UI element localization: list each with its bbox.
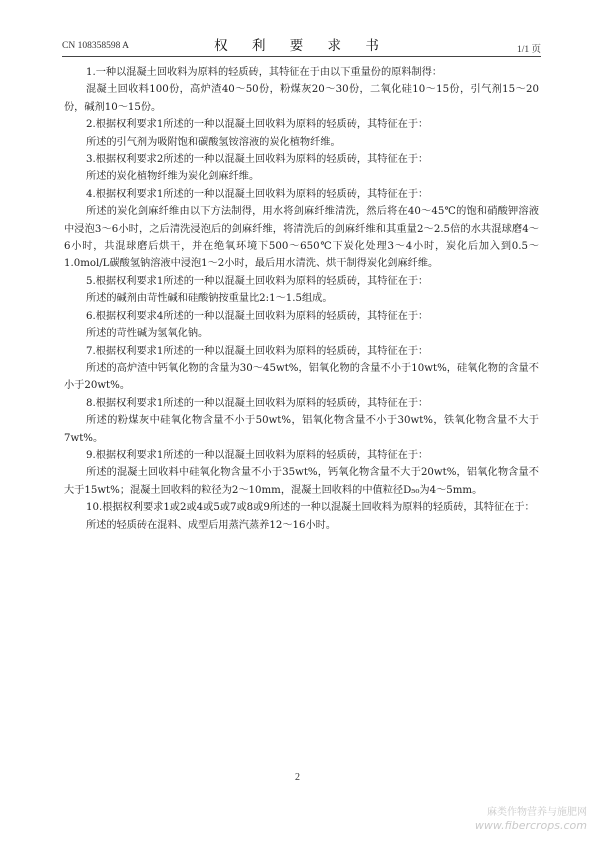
claims-body [64,64,539,534]
claim-3-text: 所述的炭化植物纤维为炭化剑麻纤维。 [86,171,260,183]
claim-9-heading: 9.根据权利要求1所述的一种以混凝土回收料为原料的轻质砖，其特征在于： [86,449,429,461]
claim-7-heading: 7.根据权利要求1所述的一种以混凝土回收料为原料的轻质砖，其特征在于： [86,345,429,357]
claim-5-heading: 5.根据权利要求1所述的一种以混凝土回收料为原料的轻质砖，其特征在于： [86,275,429,287]
watermark [475,806,587,832]
publication-number: CN 108358598 A [62,41,130,51]
claim-3-heading: 3.根据权利要求2所述的一种以混凝土回收料为原料的轻质砖，其特征在于： [86,154,429,166]
page-number: 2 [295,772,300,783]
page-indicator: 1/1 页 [516,45,541,55]
document-title: 权 利 要 求 书 [214,38,389,54]
claim-9-text: 所述的混凝土回收料中硅氧化物含量不小于35wt%，钙氧化物含量不大于20wt%，铝氧化物含量不大于15wt%；混凝土回收料的粒径为2～10mm，混凝土回收料的中值粒径D₅₀为4～5mm。 [64,467,539,496]
claim-4-text: 所述的炭化剑麻纤维由以下方法制得，用水将剑麻纤维清洗，然后将在40～45℃的饱和硝酸钾溶液中浸泡3～6小时，之后清洗浸泡后的剑麻纤维，将清洗后的剑麻纤维和其重量2～2.5倍的水共混球磨4～6小时，共混球磨后烘干，并在绝氧环境下500～650℃下炭化处理3～4小时，炭化后加入到0.5～1.0mol/L碳酸氢钠溶液中浸泡1～2小时，最后用水清洗、烘干制得炭化剑麻纤维。 [64,206,539,270]
watermark-url: www.fibercrops.com [474,819,587,832]
claim-6-heading: 6.根据权利要求4所述的一种以混凝土回收料为原料的轻质砖，其特征在于： [86,310,429,322]
claim-1-text: 混凝土回收料100份，高炉渣40～50份，粉煤灰20～30份，二氧化硅10～15份，引气剂15～20份，碱剂10～15份。 [64,84,539,113]
claim-10-heading: 10.根据权利要求1或2或4或5或7或8或9所述的一种以混凝土回收料为原料的轻质砖，其特征在于： [86,502,535,514]
claim-8-heading: 8.根据权利要求1所述的一种以混凝土回收料为原料的轻质砖，其特征在于： [86,397,429,409]
document-header [62,32,541,56]
claim-8-text: 所述的粉煤灰中硅氧化物含量不小于50wt%，铝氧化物含量不小于30wt%，铁氧化物含量不大于7wt%。 [64,415,539,444]
claim-2-heading: 2.根据权利要求1所述的一种以混凝土回收料为原料的轻质砖，其特征在于： [86,119,429,131]
claim-10-text: 所述的轻质砖在混料、成型后用蒸汽蒸养12～16小时。 [86,519,337,531]
claim-6-text: 所述的苛性碱为氢氧化钠。 [86,328,209,340]
header-rule [62,56,541,57]
claim-4-heading: 4.根据权利要求1所述的一种以混凝土回收料为原料的轻质砖，其特征在于： [86,188,429,200]
watermark-site-name: 麻类作物营养与施肥网 [487,807,587,818]
claim-7-text: 所述的高炉渣中钙氧化物的含量为30～45wt%，铝氧化物的含量不小于10wt%，硅氧化物的含量不小于20wt%。 [64,362,539,392]
claim-5-text: 所述的碱剂由苛性碱和硅酸钠按重量比2:1～1.5组成。 [86,293,333,305]
claim-2-text: 所述的引气剂为吸附饱和碳酸氢铵溶液的炭化植物纤维。 [86,136,341,148]
claim-1-heading: 1.一种以混凝土回收料为原料的轻质砖，其特征在于由以下重量份的原料制得： [86,67,443,78]
